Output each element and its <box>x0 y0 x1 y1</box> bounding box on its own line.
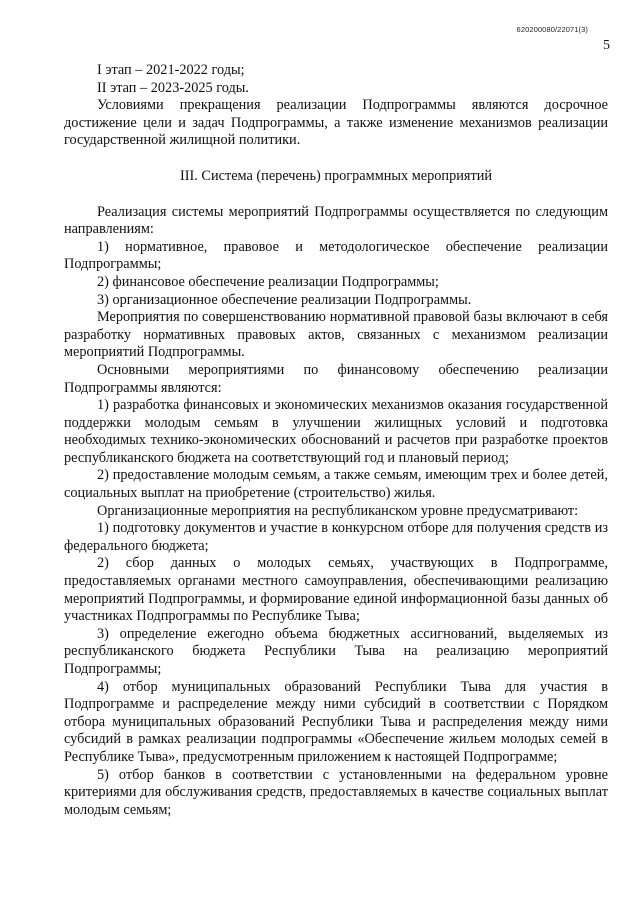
org-intro: Организационные мероприятия на республиканском уровне предусматривают: <box>97 502 579 519</box>
direction-item-3: 3) организационное обеспечение реализации Подпрограммы. <box>97 291 472 308</box>
termination-paragraph: Условиями прекращения реализации Подпрограммы являются досрочное достижение цели и задач Подпрограммы, а также изменение механизмов реализации государственной жилищной политики. <box>64 97 608 149</box>
document-body <box>64 62 608 819</box>
org-item-2: 2) сбор данных о молодых семьях, участвующих в Подпрограмме, предоставляемых органами местного самоуправления, обеспечивающими реализацию мероприятий Подпрограммы, и формирование единой информационной базы данных об участниках Подпрограммы по Республике Тыва; <box>64 555 608 625</box>
org-item-3: 3) определение ежегодно объема бюджетных ассигнований, выделяемых из республиканского бюджета Республики Тыва на реализацию мероприятий Подпрограммы; <box>64 625 608 677</box>
direction-item-2: 2) финансовое обеспечение реализации Подпрограммы; <box>97 273 439 290</box>
intro-paragraph: Реализация системы мероприятий Подпрограммы осуществляется по следующим направлениям: <box>64 203 608 238</box>
section-title: III. Система (перечень) программных мероприятий <box>179 167 492 184</box>
document-code: 620200080/22071(3) <box>516 25 588 34</box>
stage-1: I этап – 2021-2022 годы; <box>97 62 245 78</box>
stage-2: II этап – 2023-2025 годы. <box>97 79 249 96</box>
financial-item-2: 2) предоставление молодым семьям, а также семьям, имеющим трех и более детей, социальных выплат на приобретение (строительство) жилья. <box>64 467 608 502</box>
org-item-5: 5) отбор банков в соответствии с установленными на федеральном уровне критериями для обслуживания средств, предоставляемых в качестве социальных выплат молодым семьям; <box>64 766 608 818</box>
direction-item-1: 1) нормативное, правовое и методологическое обеспечение реализации Подпрограммы; <box>64 238 608 273</box>
normative-paragraph: Мероприятия по совершенствованию нормативной правовой базы включают в себя разработку нормативных правовых актов, связанных с механизмом реализации мероприятий Подпрограммы. <box>64 309 608 361</box>
org-item-4: 4) отбор муниципальных образований Республики Тыва для участия в Подпрограмме и распределение между ними субсидий в соответствии с Порядком отбора муниципальных образований Республики Тыва и распределения между ними субсидий в рамках реализации подпрограммы «Обеспечение жильем молодых семей в Республике Тыва», предусмотренным приложением к настоящей Подпрограмме; <box>64 678 608 765</box>
financial-intro: Основными мероприятиями по финансовому обеспечению реализации Подпрограммы являются: <box>64 361 608 396</box>
financial-item-1: 1) разработка финансовых и экономических механизмов оказания государственной поддержки молодым семьям в улучшении жилищных условий и подготовка необходимых технико-экономических обоснований и расчетов при разработке проектов республиканского бюджета на соответствующий год и плановый период; <box>64 397 608 466</box>
org-item-1: 1) подготовку документов и участие в конкурсном отборе для получения средств из федерального бюджета; <box>64 520 608 554</box>
page-number: 5 <box>603 38 610 53</box>
